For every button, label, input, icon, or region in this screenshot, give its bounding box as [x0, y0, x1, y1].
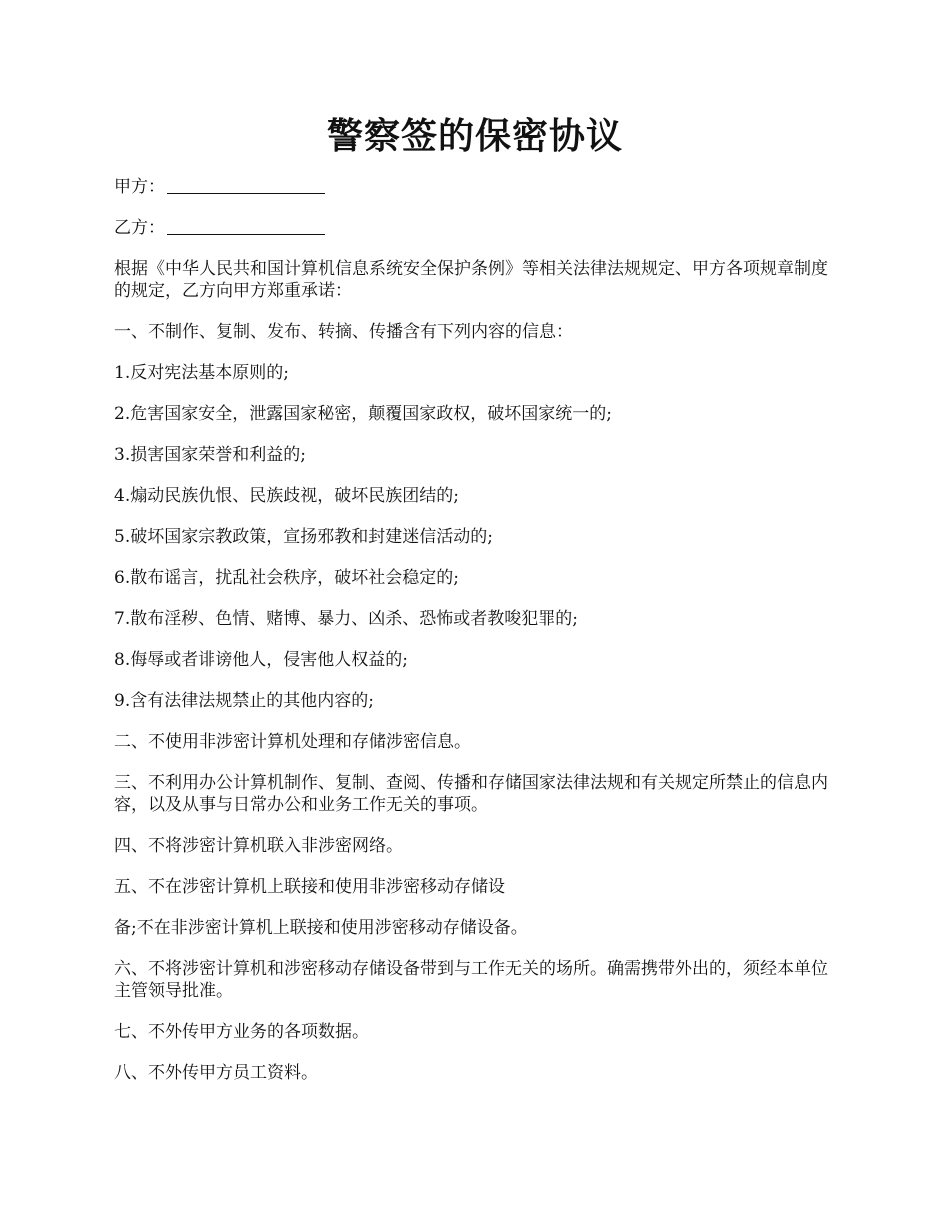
party-b-line — [114, 217, 844, 239]
party-a-label: 甲方： — [114, 177, 165, 197]
paragraph-item-1: 1.反对宪法基本原则的; — [114, 363, 289, 383]
paragraph-clause-4: 四、不将涉密计算机联入非涉密网络。 — [114, 836, 403, 856]
paragraph-clause-8: 八、不外传甲方员工资料。 — [114, 1063, 318, 1083]
paragraph-item-2: 2.危害国家安全，泄露国家秘密，颠覆国家政权，破坏国家统一的; — [114, 404, 612, 424]
party-a-line — [114, 176, 844, 198]
paragraph-clause-7: 七、不外传甲方业务的各项数据。 — [114, 1022, 369, 1042]
paragraph-clause-6: 六、不将涉密计算机和涉密移动存储设备带到与工作无关的场所。确需携带外出的，须经本单位主管领导批准。 — [114, 959, 828, 1001]
party-b-label: 乙方： — [114, 218, 165, 238]
paragraph-item-9: 9.含有法律法规禁止的其他内容的; — [114, 691, 374, 711]
paragraph-intro: 根据《中华人民共和国计算机信息系统安全保护条例》等相关法律法规规定、甲方各项规章制度的规定，乙方向甲方郑重承诺： — [114, 259, 828, 301]
document-title: 警察签的保密协议 — [326, 115, 623, 157]
paragraph-clause-5-continued: 备;不在非涉密计算机上联接和使用涉密移动存储设备。 — [114, 918, 528, 938]
paragraph-item-6: 6.散布谣言，扰乱社会秩序，破坏社会稳定的; — [114, 568, 459, 588]
party-b-blank — [167, 217, 325, 235]
paragraph-item-3: 3.损害国家荣誉和利益的; — [114, 445, 306, 465]
paragraph-clause-2: 二、不使用非涉密计算机处理和存储涉密信息。 — [114, 732, 471, 752]
paragraph-clause-5: 五、不在涉密计算机上联接和使用非涉密移动存储设 — [114, 877, 505, 897]
paragraph-clause-1: 一、不制作、复制、发布、转摘、传播含有下列内容的信息： — [114, 322, 573, 342]
party-a-blank — [167, 176, 325, 194]
paragraph-item-4: 4.煽动民族仇恨、民族歧视，破坏民族团结的; — [114, 486, 459, 506]
paragraph-clause-3: 三、不利用办公计算机制作、复制、查阅、传播和存储国家法律法规和有关规定所禁止的信息内容，以及从事与日常办公和业务工作无关的事项。 — [114, 773, 828, 815]
document-body — [114, 176, 844, 1103]
paragraph-item-5: 5.破坏国家宗教政策，宣扬邪教和封建迷信活动的; — [114, 527, 493, 547]
paragraph-item-8: 8.侮辱或者诽谤他人，侵害他人权益的; — [114, 650, 408, 670]
paragraph-item-7: 7.散布淫秽、色情、赌博、暴力、凶杀、恐怖或者教唆犯罪的; — [114, 609, 578, 629]
